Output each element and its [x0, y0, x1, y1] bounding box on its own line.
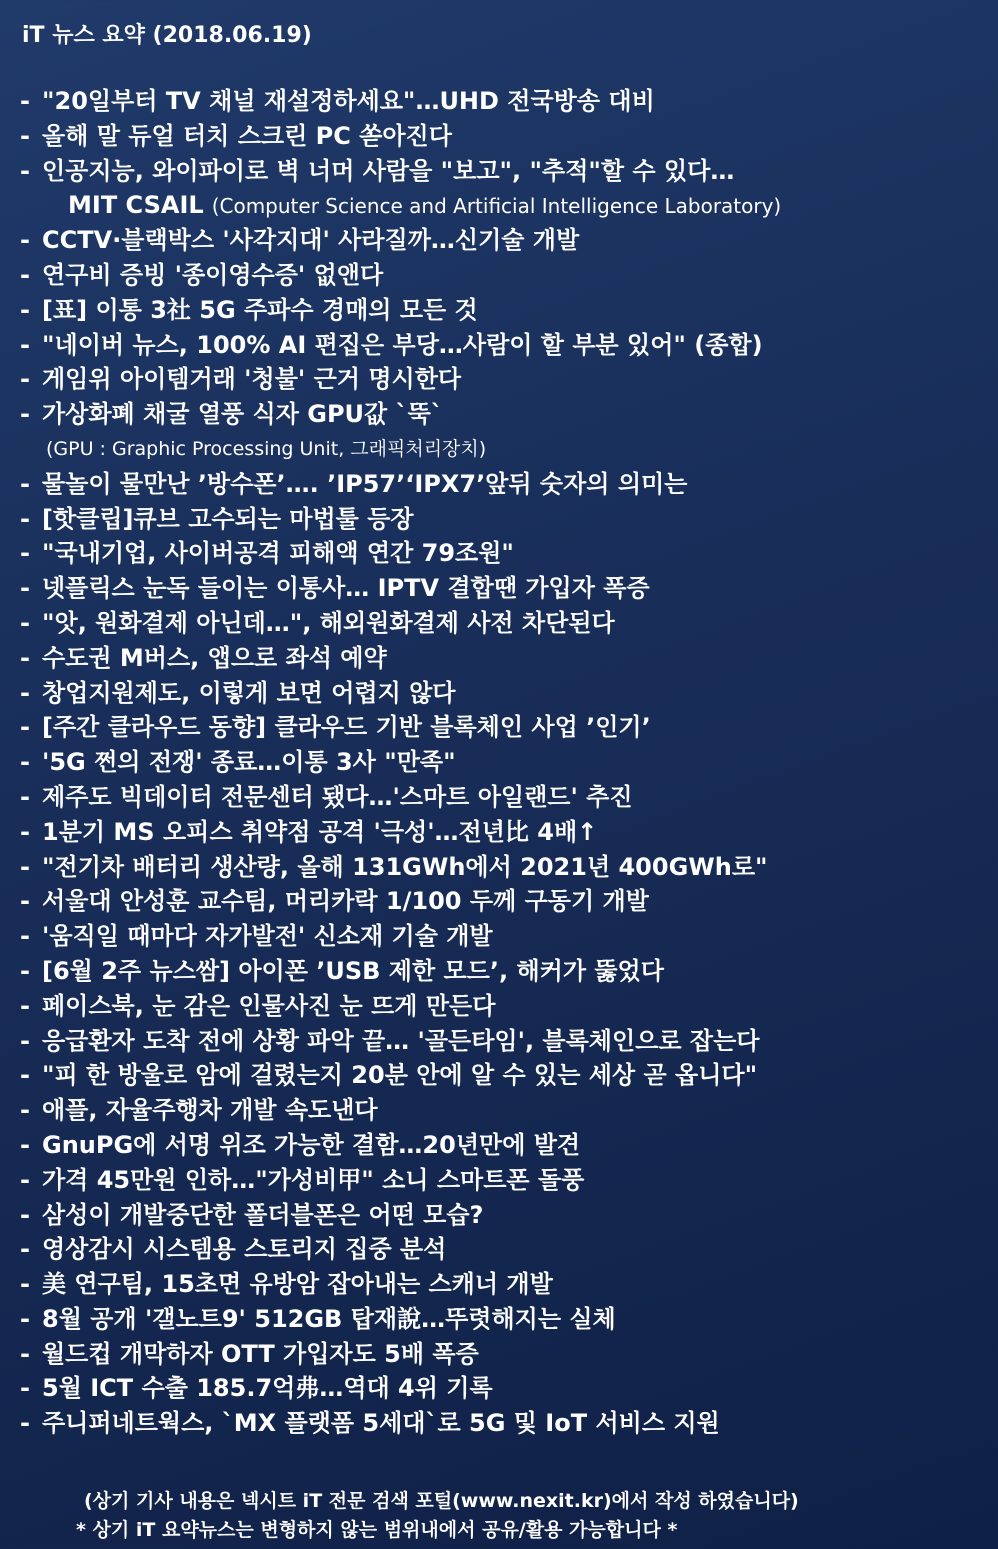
news-headline: CCTV·블랙박스 '사각지대' 사라질까…신기술 개발 [42, 226, 580, 255]
gpu-note: (GPU : Graphic Processing Unit, 그래픽처리장치) [46, 437, 487, 460]
news-item [20, 676, 980, 711]
mit-csail-label: MIT CSAIL [68, 191, 204, 220]
bullet-dash: - [20, 365, 30, 394]
news-item [20, 745, 980, 780]
sharing-note: * 상기 iT 요약뉴스는 변형하지 않는 범위내에서 공유/활용 가능합니다 * [76, 1519, 678, 1541]
news-headline: [핫클립]큐브 고수되는 마법툴 등장 [42, 504, 414, 533]
bullet-dash: - [20, 1026, 30, 1055]
news-headline: 인공지능, 와이파이로 벽 너머 사람을 "보고", "추적"할 수 있다… [42, 156, 735, 185]
bullet-dash: - [20, 643, 30, 672]
news-headline: "국내기업, 사이버공격 피해액 연간 79조원" [42, 539, 514, 568]
news-item [20, 850, 980, 885]
bullet-dash: - [20, 782, 30, 811]
bullet-dash: - [20, 1235, 30, 1264]
news-headline: '움직일 때마다 자가발전' 신소재 기술 개발 [42, 922, 493, 951]
news-item [20, 223, 980, 258]
news-headline: "피 한 방울로 암에 걸렸는지 20분 안에 알 수 있는 세상 곧 옵니다" [42, 1061, 758, 1090]
bullet-dash: - [20, 817, 30, 846]
news-headline: 서울대 안성훈 교수팀, 머리카락 1/100 두께 구동기 개발 [42, 887, 649, 916]
news-headline: [6월 2주 뉴스쌈] 아이폰 ’USB 제한 모드’, 해커가 뚫었다 [42, 956, 664, 985]
bullet-dash: - [20, 956, 30, 985]
news-item [20, 154, 980, 189]
page-title: iT 뉴스 요약 (2018.06.19) [22, 23, 312, 48]
news-item [20, 1371, 980, 1406]
bullet-dash: - [20, 1130, 30, 1159]
news-headline: 월드컵 개막하자 OTT 가입자도 5배 폭증 [42, 1339, 479, 1368]
news-headline: "네이버 뉴스, 100% AI 편집은 부당…사람이 할 부분 있어" (종합) [42, 330, 763, 359]
news-item [20, 119, 980, 154]
news-item [20, 1128, 980, 1163]
news-item [20, 780, 980, 815]
news-headline: 수도권 M버스, 앱으로 좌석 예약 [42, 643, 387, 672]
news-item [20, 1232, 980, 1267]
news-headline: "전기차 배터리 생산량, 올해 131GWh에서 2021년 400GWh로" [42, 852, 768, 881]
bullet-dash: - [20, 1165, 30, 1194]
news-item [20, 467, 980, 502]
news-headline: 제주도 빅데이터 전문센터 됐다…'스마트 아일랜드' 추진 [42, 782, 633, 811]
bullet-dash: - [20, 1096, 30, 1125]
bullet-dash: - [20, 87, 30, 115]
news-item [20, 1163, 980, 1198]
news-headline: 1분기 MS 오피스 취약점 공격 '극성'…전년比 4배↑ [42, 817, 598, 846]
news-item [20, 397, 980, 432]
bullet-dash: - [20, 400, 30, 429]
news-headline: 가격 45만원 인하…"가성비甲" 소니 스마트폰 돌풍 [42, 1165, 585, 1194]
news-headline: "20일부터 TV 채널 재설정하세요"…UHD 전국방송 대비 [42, 87, 655, 115]
news-headline: 넷플릭스 눈독 들이는 이통사… IPTV 결합땐 가입자 폭증 [42, 574, 650, 603]
bullet-dash: - [20, 1061, 30, 1090]
mit-csail-expansion: (Computer Science and Artificial Intelligence Laboratory) [211, 194, 782, 219]
news-item [20, 258, 980, 293]
bullet-dash: - [20, 330, 30, 359]
bullet-dash: - [20, 226, 30, 255]
bullet-dash: - [20, 504, 30, 533]
news-headline: [주간 클라우드 동향] 클라우드 기반 블록체인 사업 ’인기’ [42, 713, 651, 742]
news-item [20, 1058, 980, 1093]
mit-csail-note [20, 188, 980, 223]
news-headline: "앗, 원화결제 아닌데…", 해외원화결제 사전 차단된다 [42, 608, 615, 637]
news-item [20, 328, 980, 363]
bullet-dash: - [20, 1304, 30, 1333]
bullet-dash: - [20, 260, 30, 289]
bullet-dash: - [20, 748, 30, 777]
bullet-dash: - [20, 295, 30, 324]
bullet-dash: - [20, 852, 30, 881]
bullet-dash: - [20, 1374, 30, 1403]
news-headline: 주니퍼네트웍스, `MX 플랫폼 5세대`로 5G 및 IoT 서비스 지원 [42, 1409, 720, 1438]
news-headline: 美 연구팀, 15초면 유방암 잡아내는 스캐너 개발 [42, 1270, 553, 1299]
news-item [20, 989, 980, 1024]
news-headline: '5G 쩐의 전쟁' 종료…이통 3사 "만족" [42, 748, 456, 777]
bullet-dash: - [20, 121, 30, 150]
news-headline: 5월 ICT 수출 185.7억弗…역대 4위 기록 [42, 1374, 493, 1403]
news-headline: GnuPG에 서명 위조 가능한 결함…20년만에 발견 [42, 1130, 581, 1159]
news-item [20, 954, 980, 989]
news-item [20, 1093, 980, 1128]
bullet-dash: - [20, 1200, 30, 1229]
bullet-dash: - [20, 608, 30, 637]
bullet-dash: - [20, 539, 30, 568]
news-item [20, 536, 980, 571]
bullet-dash: - [20, 922, 30, 951]
news-item [20, 606, 980, 641]
news-item [20, 1406, 980, 1441]
news-headline: 물놀이 물만난 ’방수폰’…. ’IP57’‘IPX7’앞뒤 숫자의 의미는 [42, 469, 688, 498]
news-headline: 페이스북, 눈 감은 인물사진 눈 뜨게 만든다 [42, 991, 496, 1020]
news-headline: 가상화폐 채굴 열풍 식자 GPU값 `뚝` [42, 400, 443, 429]
bullet-dash: - [20, 156, 30, 185]
news-headline: 영상감시 시스템용 스토리지 집중 분석 [42, 1235, 447, 1264]
news-item [20, 710, 980, 745]
news-item [20, 293, 980, 328]
bullet-dash: - [20, 574, 30, 603]
bullet-dash: - [20, 991, 30, 1020]
news-list [20, 84, 980, 1441]
news-item [20, 1302, 980, 1337]
news-headline: 8월 공개 '갤노트9' 512GB 탑재說…뚜렷해지는 실체 [42, 1304, 616, 1333]
bullet-dash: - [20, 1270, 30, 1299]
news-item [20, 1198, 980, 1233]
news-headline: 애플, 자율주행차 개발 속도낸다 [42, 1096, 378, 1125]
news-headline: 응급환자 도착 전에 상황 파악 끝… '골든타임', 블록체인으로 잡는다 [42, 1026, 760, 1055]
news-headline: 게임위 아이템거래 '청불' 근거 명시한다 [42, 365, 462, 394]
news-item [20, 84, 980, 119]
news-item [20, 1267, 980, 1302]
source-note: (상기 기사 내용은 넥시트 iT 전문 검색 포털(www.nexit.kr)에서 작성 하였습니다) [84, 1490, 799, 1512]
news-item [20, 1024, 980, 1059]
news-headline: [표] 이통 3社 5G 주파수 경매의 모든 것 [42, 295, 478, 324]
bullet-dash: - [20, 678, 30, 707]
news-headline: 창업지원제도, 이렇게 보면 어렵지 않다 [42, 678, 456, 707]
news-item [20, 884, 980, 919]
news-headline: 올해 말 듀얼 터치 스크린 PC 쏟아진다 [42, 121, 452, 150]
bullet-dash: - [20, 1339, 30, 1368]
news-item [20, 919, 980, 954]
news-item [20, 1337, 980, 1372]
bullet-dash: - [20, 1409, 30, 1438]
news-item [20, 571, 980, 606]
news-item [20, 641, 980, 676]
news-headline: 삼성이 개발중단한 폴더블폰은 어떤 모습? [42, 1200, 484, 1229]
bullet-dash: - [20, 713, 30, 742]
news-item [20, 815, 980, 850]
news-headline: 연구비 증빙 '종이영수증' 없앤다 [42, 260, 384, 289]
bullet-dash: - [20, 887, 30, 916]
news-item [20, 502, 980, 537]
news-item [20, 362, 980, 397]
bullet-dash: - [20, 469, 30, 498]
